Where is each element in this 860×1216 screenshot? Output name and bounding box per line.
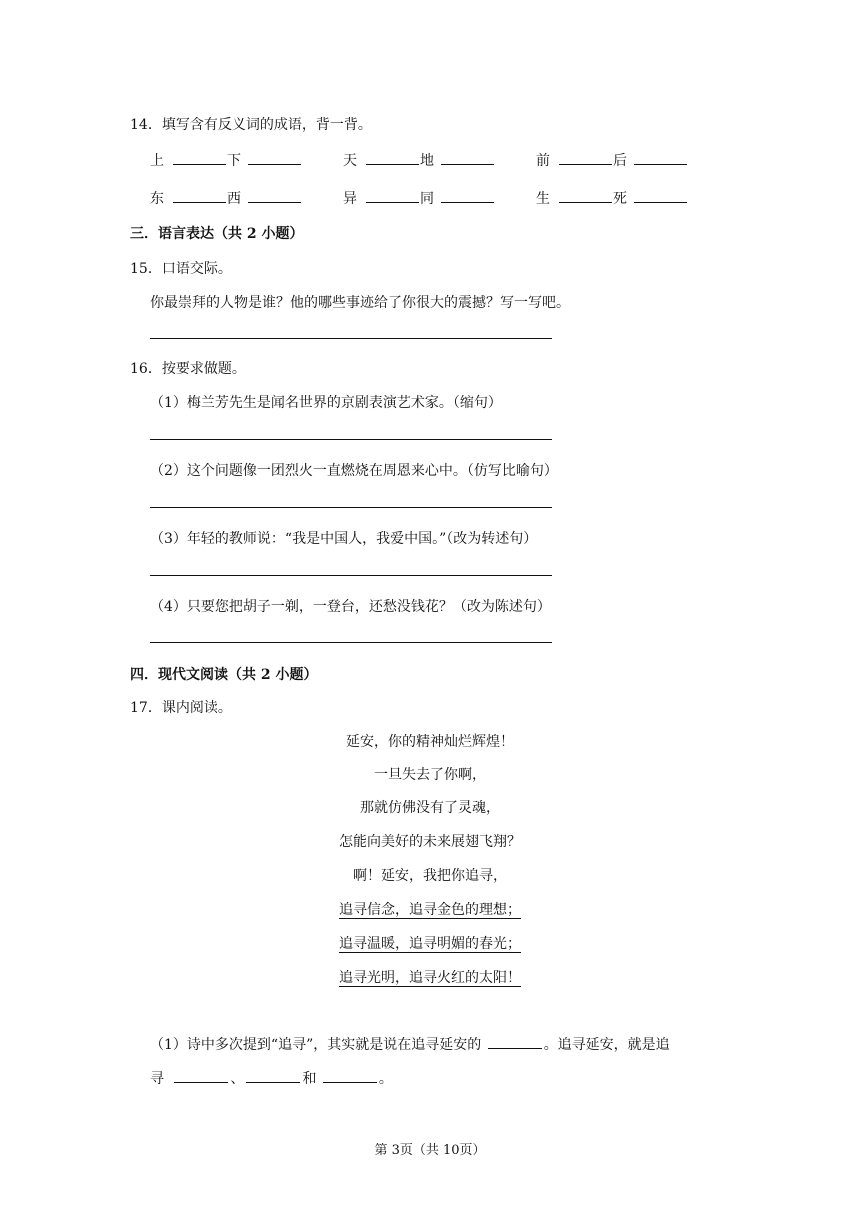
poem-line-underlined: 追寻温暖，追寻明媚的春光； xyxy=(339,936,521,952)
answer-line[interactable] xyxy=(150,575,552,576)
idiom-blank[interactable] xyxy=(173,150,226,165)
idiom-blank[interactable] xyxy=(441,150,494,165)
idiom-blank[interactable] xyxy=(441,188,494,203)
answer-line[interactable] xyxy=(150,642,552,643)
q16-item: （2）这个问题像一团烈火一直燃烧在周恩来心中。（仿写比喻句） xyxy=(150,463,558,479)
page-footer: 第 3页（共 10页） xyxy=(374,1143,486,1158)
q17-sub1-line1 xyxy=(150,1034,670,1054)
idiom-char: 上 xyxy=(150,153,164,169)
section-heading: 四．现代文阅读（共 2 小题） xyxy=(130,667,318,683)
q17-title: 17．课内阅读。 xyxy=(130,700,232,716)
q16-item: （4）只要您把胡子一剃，一登台，还愁没钱花？（改为陈述句） xyxy=(150,599,551,615)
fill-blank[interactable] xyxy=(323,1068,377,1083)
poem-line: 怎能向美好的未来展翅飞翔？ xyxy=(339,834,521,850)
q17-sub1-sep: 。 xyxy=(378,1071,393,1087)
q17-sub1-line2 xyxy=(150,1068,393,1088)
q14-title: 14．填写含有反义词的成语，背一背。 xyxy=(130,117,372,133)
idiom-blank[interactable] xyxy=(366,150,419,165)
idiom-blank[interactable] xyxy=(248,188,301,203)
fill-blank[interactable] xyxy=(174,1068,228,1083)
poem-line-underlined: 追寻光明，追寻火红的太阳！ xyxy=(339,970,521,986)
poem-line: 啊！延安，我把你追寻， xyxy=(353,868,507,884)
idiom-char: 东 xyxy=(150,191,164,207)
section-heading: 三．语言表达（共 2 小题） xyxy=(130,226,304,242)
idiom-char: 死 xyxy=(613,191,627,207)
poem-line-underlined: 追寻信念，追寻金色的理想； xyxy=(339,902,521,918)
q17-sub1-text: （1）诗中多次提到“追寻”，其实就是说在追寻延安的 xyxy=(150,1037,482,1053)
answer-line[interactable] xyxy=(150,507,552,508)
idiom-char: 生 xyxy=(536,191,550,207)
idiom-char: 天 xyxy=(343,153,357,169)
idiom-blank[interactable] xyxy=(559,150,612,165)
idiom-char: 地 xyxy=(420,153,434,169)
idiom-blank[interactable] xyxy=(248,150,301,165)
poem-line: 那就仿佛没有了灵魂， xyxy=(360,800,500,816)
q16-item: （1）梅兰芳先生是闻名世界的京剧表演艺术家。（缩句） xyxy=(150,395,502,411)
idiom-blank[interactable] xyxy=(559,188,612,203)
q17-sub1-text: 寻 xyxy=(150,1071,164,1087)
idiom-char: 异 xyxy=(343,191,357,207)
answer-line[interactable] xyxy=(150,439,552,440)
idiom-char: 后 xyxy=(613,153,627,169)
q17-sub1-sep: 、 xyxy=(230,1071,245,1087)
q17-sub1-text: 。追寻延安，就是追 xyxy=(543,1037,670,1053)
idiom-char: 前 xyxy=(536,153,550,169)
fill-blank[interactable] xyxy=(246,1068,300,1083)
idiom-char: 下 xyxy=(227,153,241,169)
poem-line: 一旦失去了你啊， xyxy=(374,767,486,783)
idiom-blank[interactable] xyxy=(366,188,419,203)
q15-prompt: 你最崇拜的人物是谁？他的哪些事迹给了你很大的震撼？写一写吧。 xyxy=(150,295,570,311)
idiom-blank[interactable] xyxy=(634,188,687,203)
idiom-blank[interactable] xyxy=(173,188,226,203)
fill-blank[interactable] xyxy=(488,1034,542,1049)
poem-line: 延安，你的精神灿烂辉煌！ xyxy=(346,734,514,750)
answer-line[interactable] xyxy=(150,338,552,339)
idiom-char: 同 xyxy=(420,191,434,207)
q16-item: （3）年轻的教师说：“我是中国人，我爱中国。”（改为转述句） xyxy=(150,531,538,547)
q15-title: 15．口语交际。 xyxy=(130,261,232,277)
q16-title: 16．按要求做题。 xyxy=(130,361,246,377)
idiom-blank[interactable] xyxy=(634,150,687,165)
idiom-char: 西 xyxy=(227,191,241,207)
q17-sub1-sep: 和 xyxy=(302,1071,317,1087)
